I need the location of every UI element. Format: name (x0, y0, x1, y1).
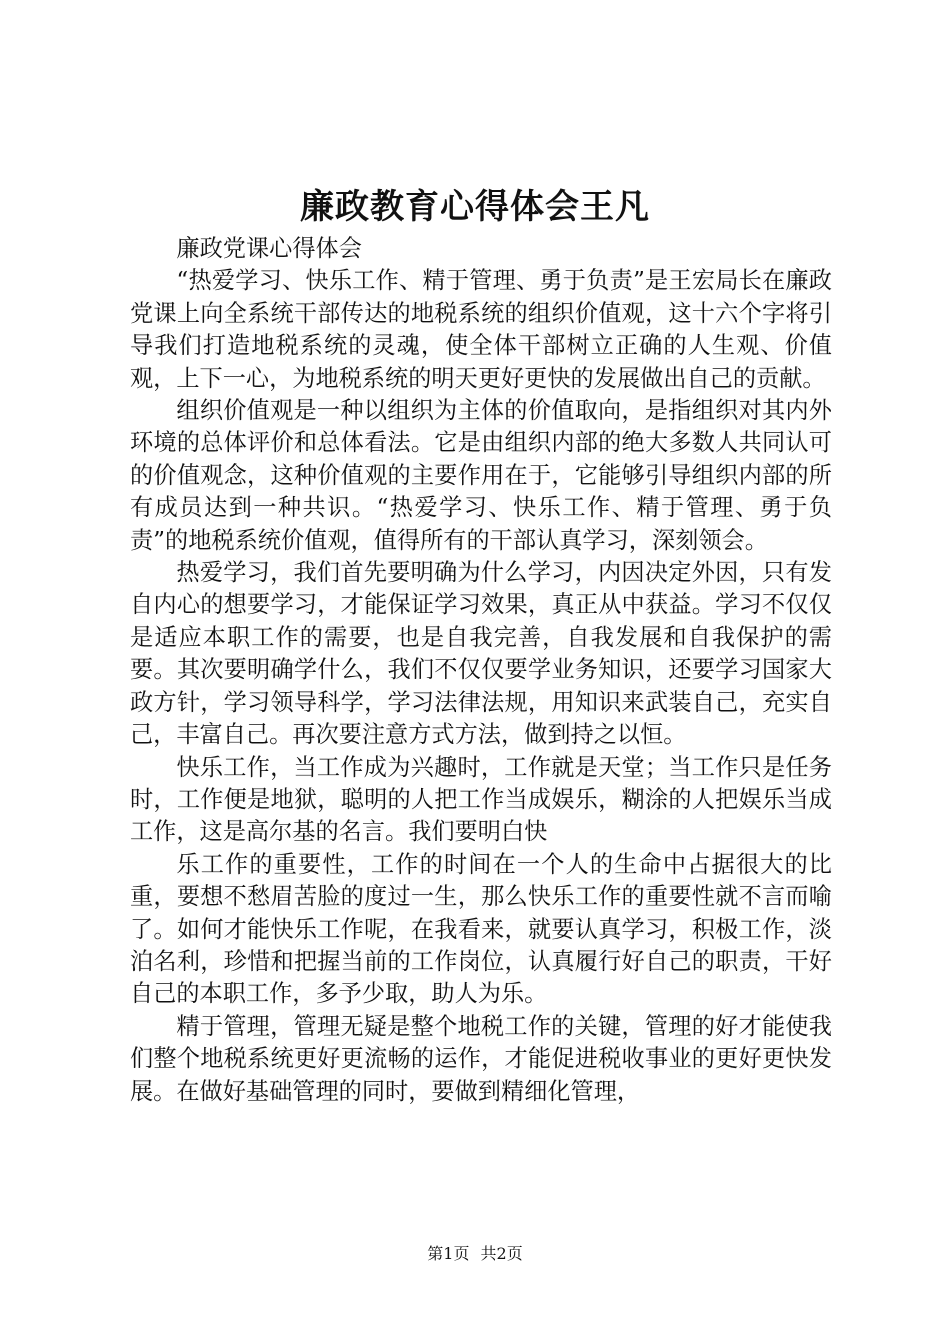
page-number-total: 共2页 (480, 1244, 523, 1263)
paragraph-subtitle: 廉政党课心得体会 (176, 235, 362, 262)
page-number-current: 第1页 (427, 1244, 470, 1263)
paragraph-2: 组织价值观是一种以组织为主体的价值取向，是指组织对其内外环境的总体评价和总体看法。它是由组织内部的绝大多数人共同认可的价值观念，这种价值观的主要作用在于，它能够引导组织内部的所有成员达到一种共识。“热爱学习、快乐工作、精于管理、勇于负责”的地税系统价值观，值得所有的干部认真学习，深刻领会。 (130, 397, 832, 554)
document-title: 廉政教育心得体会王凡 (300, 187, 650, 227)
paragraph-1: “热爱学习、快乐工作、精于管理、勇于负责”是王宏局长在廉政党课上向全系统干部传达的地税系统的组织价值观，这十六个字将引导我们打造地税系统的灵魂，使全体干部树立正确的人生观、价值观，上下一心，为地税系统的明天更好更快的发展做出自己的贡献。 (130, 267, 832, 392)
paragraph-3: 热爱学习，我们首先要明确为什么学习，内因决定外因，只有发自内心的想要学习，才能保证学习效果，真正从中获益。学习不仅仅是适应本职工作的需要，也是自我完善，自我发展和自我保护的需要。其次要明确学什么，我们不仅仅要学业务知识，还要学习国家大政方针，学习领导科学，学习法律法规，用知识来武装自己，充实自己，丰富自己。再次要注意方式方法，做到持之以恒。 (130, 559, 832, 749)
paragraph-5: 乐工作的重要性，工作的时间在一个人的生命中占据很大的比重，要想不愁眉苦脸的度过一生，那么快乐工作的重要性就不言而喻了。如何才能快乐工作呢，在我看来，就要认真学习，积极工作，淡泊名利，珍惜和把握当前的工作岗位，认真履行好自己的职责，干好自己的本职工作，多予少取，助人为乐。 (130, 850, 832, 1008)
paragraph-4: 快乐工作，当工作成为兴趣时，工作就是天堂；当工作只是任务时，工作便是地狱，聪明的人把工作当成娱乐，糊涂的人把娱乐当成工作，这是高尔基的名言。我们要明白快 (130, 753, 832, 846)
paragraph-6: 精于管理，管理无疑是整个地税工作的关键，管理的好才能使我们整个地税系统更好更流畅的运作，才能促进税收事业的更好更快发展。在做好基础管理的同时，要做到精细化管理， (130, 1012, 832, 1105)
page-footer (0, 1243, 950, 1265)
document-body (130, 233, 832, 1108)
